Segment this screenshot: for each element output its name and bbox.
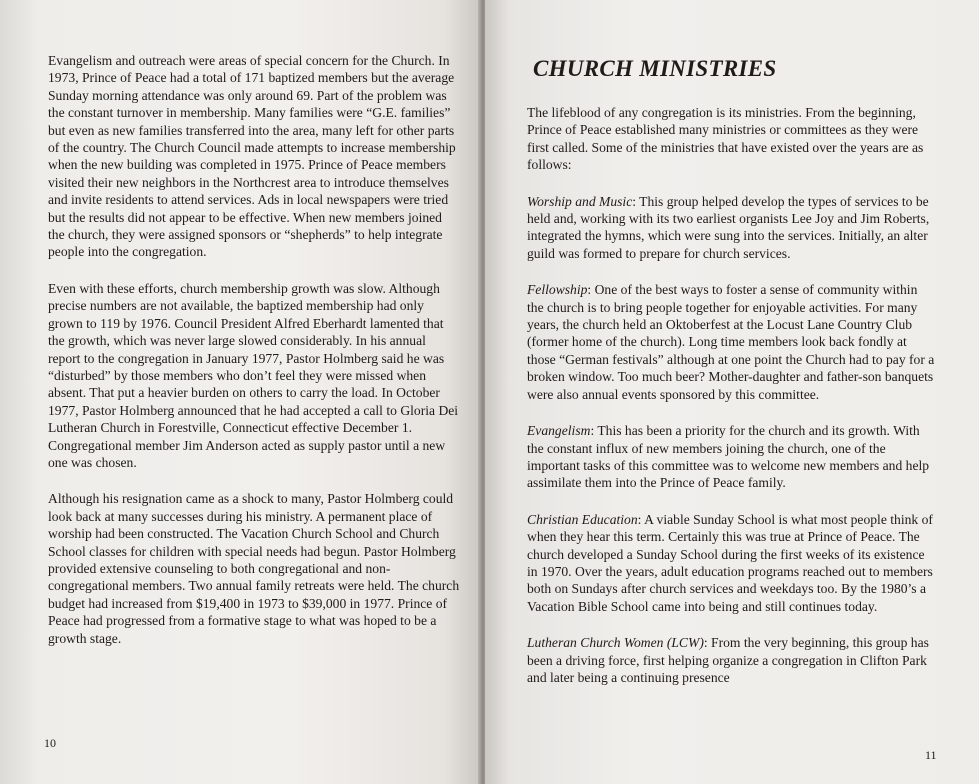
section-heading: CHURCH MINISTRIES [533,56,777,81]
ministry-text: : From the very beginning, this group has been a driving force, first helping organize a congregation in Clifton Park and later being a continuing presence [527,635,929,685]
ministry-text: : This group helped develop the types of services to be held and, working with its two earliest organists Lee Joy and Jim Roberts, integrated the hymns, which were sung into the services. Initially, an alter guild was formed to prepare for church services. [527,193,930,261]
ministry-name: Christian Education [527,511,638,527]
ministry-text: : One of the best ways to foster a sense of community within the church is to bring people together for enjoyable activities. For many years, the church held an Oktoberfest at the Locust Lane Country Club (former home of the church). Long time members look back fondly at those “German festivals” although at one point the Church had to pay for a broken window. Too much beer? Mother-daughter and father-son banquets were also annual events sponsored by this committee. [527,282,935,402]
left-page [0,0,483,784]
ministry-christian-education [527,511,937,615]
right-page [485,0,979,784]
ministry-name: Worship and Music [527,193,633,209]
ministry-text: : A viable Sunday School is what most people think of when they hear this term. Certainly this was true at Prince of Peace. The church developed a Sunday School during the first weeks of its existence in 1970. Over the years, adult education programs reached out to members both on Sundays after church services and weekdays too. By the 1980’s a Vacation Bible School came into being and still continues today. [527,511,933,614]
ministry-name: Evangelism [527,423,591,439]
left-paragraph-1: Evangelism and outreach were areas of special concern for the Church. In 1973, Prince of Peace had a total of 171 baptized members but the average Sunday morning attendance was only around 69. Part of the problem was the constant turnover in membership. Many families were “G.E. families” but even as new families transferred into the area, many left for other parts of the country. The Church Council made attempts to increase membership when the new building was completed in 1975. Prince of Peace members visited their new neighbors in the Northcrest area to introduce themselves and invite residents to attend services. Ads in local newspapers were tried but the results did not appear to be effective. When new members joined the church, they were assigned sponsors or “shepherds” to help integrate people into the congregation. [48,53,456,260]
page-number-left: 10 [44,736,56,750]
ministry-name: Fellowship [527,282,588,298]
ministry-fellowship [527,281,937,403]
ministry-worship-music [527,193,937,263]
page-number-right: 11 [925,748,937,762]
left-paragraph-3: Although his resignation came as a shock to many, Pastor Holmberg could look back at many successes during his ministry. A permanent place of worship had been constructed. The Vacation Church School and Church School classes for children with special needs had begun. Pastor Holmberg provided extensive counseling to both congregational and non-congregational members. Two annual family retreats were held. The church budget had increased from $19,400 in 1973 to $39,000 in 1977. Prince of Peace had progressed from a formative stage to what was hoped to be a growth stage. [48,491,460,646]
ministry-evangelism [527,422,937,492]
ministry-text: : This has been a priority for the church and its growth. With the constant influx of new members joining the church, one of the important tasks of this committee was to welcome new members and help assimilate them into the Prince of Peace family. [527,423,930,491]
intro-paragraph: The lifeblood of any congregation is its ministries. From the beginning, Prince of Peace established many ministries or committees as they were first called. Some of the ministries that have existed over the years are as follows: [527,105,924,173]
ministry-lcw [527,634,937,686]
ministry-name: Lutheran Church Women (LCW) [527,635,704,651]
left-paragraph-2: Even with these efforts, church membership growth was slow. Although precise numbers are not available, the baptized membership had only grown to 119 by 1976. Council President Alfred Eberhardt lamented that the growth, which was never large slowed considerably. In his annual report to the congregation in January 1977, Pastor Holmberg said he was “disturbed” by those members who don’t feel they were missed when absent. That put a heavier burden on others to carry the load. In October 1977, Pastor Holmberg announced that he had accepted a call to Gloria Dei Lutheran Church in Forestville, Connecticut effective December 1. Congregational member Jim Anderson acted as supply pastor until a new one was chosen. [48,280,459,470]
